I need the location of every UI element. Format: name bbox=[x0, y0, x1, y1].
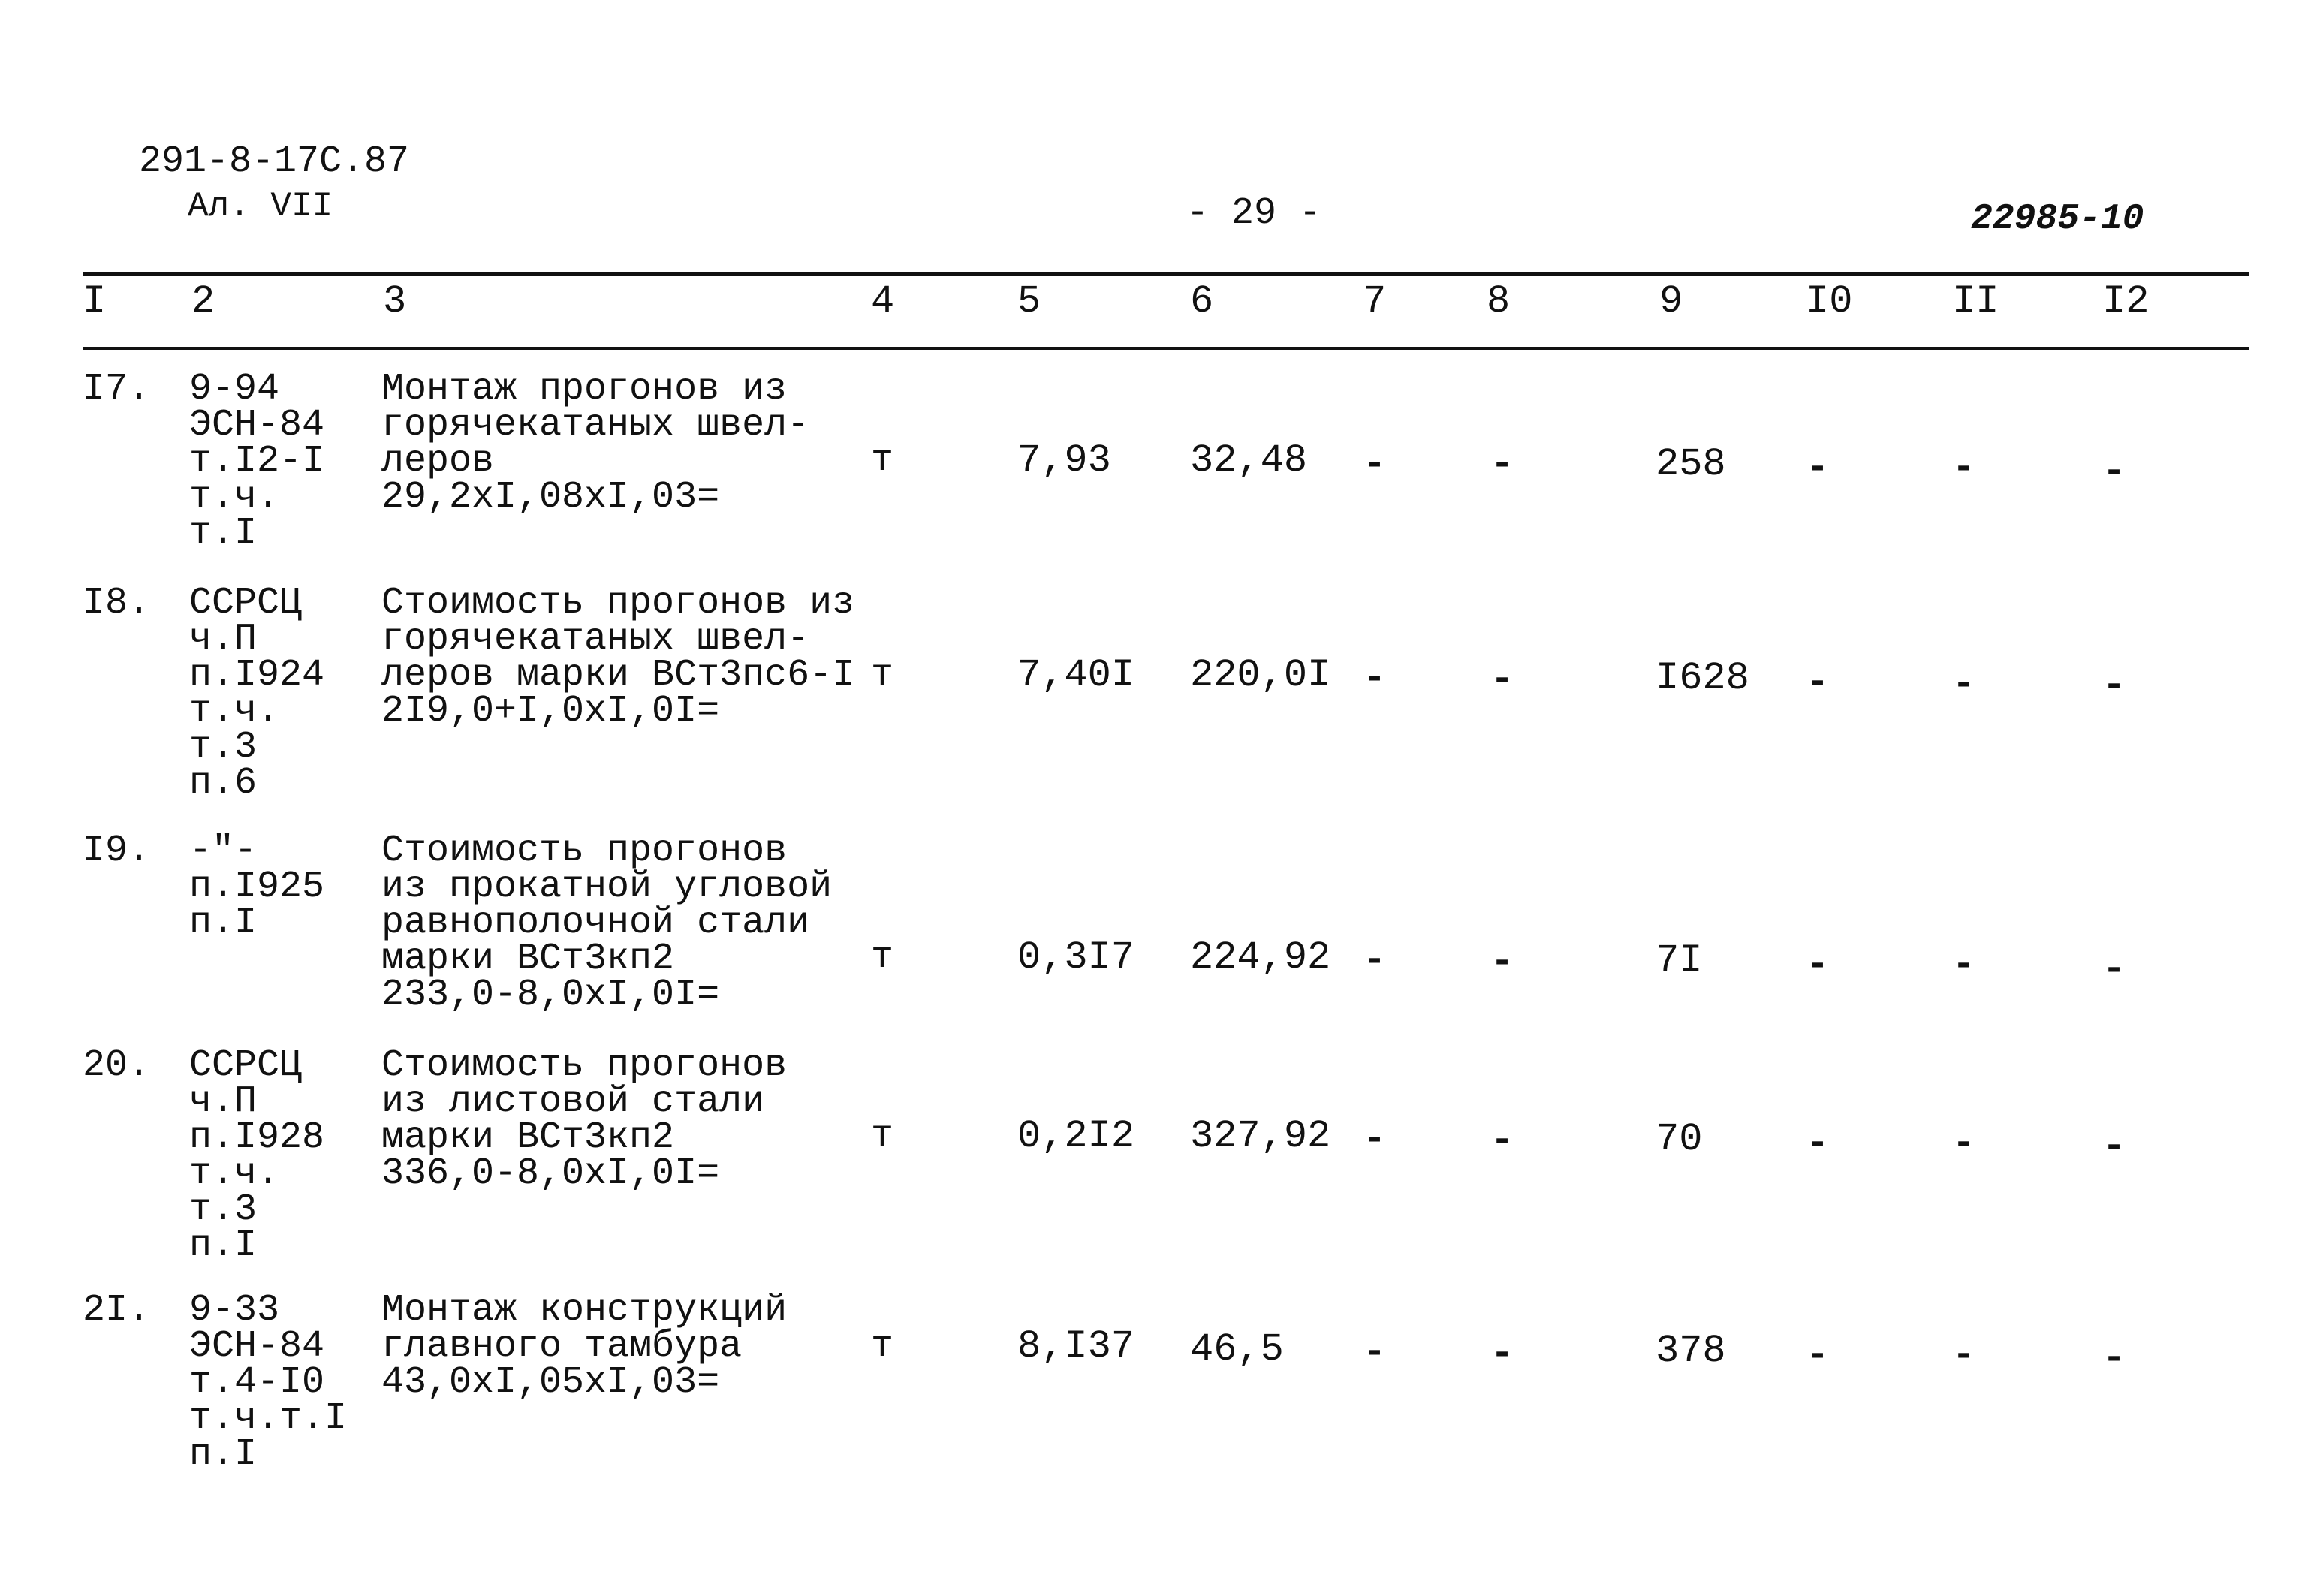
row-total: 378 bbox=[1656, 1329, 1726, 1373]
row-unit-price: 327,92 bbox=[1190, 1114, 1331, 1158]
row-col11: - bbox=[1952, 662, 1976, 706]
row-col12: - bbox=[2102, 947, 2126, 992]
row-col11: - bbox=[1952, 943, 1976, 987]
row-unit-price: 224,92 bbox=[1190, 935, 1331, 980]
row-unit-price: 46,5 bbox=[1190, 1327, 1284, 1372]
row-col12: - bbox=[2102, 1336, 2126, 1381]
document-number: 22985-10 bbox=[1971, 199, 2144, 239]
row-col7: - bbox=[1363, 656, 1387, 700]
row-unit-price: 220,0I bbox=[1190, 653, 1331, 697]
row-total: 258 bbox=[1656, 442, 1726, 486]
column-header-1: I bbox=[83, 279, 107, 324]
row-col7: - bbox=[1363, 1117, 1387, 1161]
table-top-rule bbox=[83, 272, 2249, 276]
album-label: Ал. VII bbox=[188, 187, 333, 226]
row-number: I8. bbox=[83, 582, 151, 625]
row-description: Стоимость прогонов из прокатной угловой равнополочной стали марки ВСт3кп2 233,0-8,0хI,0I= bbox=[381, 830, 833, 1016]
row-unit: т bbox=[871, 1325, 894, 1368]
row-code: ССРСЦ ч.П п.I928 т.ч. т.3 п.I bbox=[189, 1044, 325, 1267]
row-unit-price: 32,48 bbox=[1190, 438, 1308, 483]
row-total: I628 bbox=[1656, 656, 1749, 700]
row-col11: - bbox=[1952, 1122, 1976, 1166]
row-description: Монтаж прогонов из горячекатаных швел- леров 29,2хI,08хI,03= bbox=[381, 368, 810, 519]
table-header-rule bbox=[83, 347, 2249, 350]
row-unit: т bbox=[871, 439, 894, 482]
row-quantity: 7,40I bbox=[1017, 653, 1135, 697]
row-col8: - bbox=[1490, 940, 1514, 984]
row-col10: - bbox=[1806, 661, 1830, 705]
column-header-2: 2 bbox=[191, 279, 215, 324]
row-col12: - bbox=[2102, 450, 2126, 494]
row-col7: - bbox=[1363, 938, 1387, 983]
row-number: 20. bbox=[83, 1044, 151, 1087]
column-header-5: 5 bbox=[1017, 279, 1041, 324]
row-col8: - bbox=[1490, 442, 1514, 486]
row-code: 9-94 ЭСН-84 т.I2-I т.ч. т.I bbox=[189, 368, 325, 555]
row-quantity: 0,2I2 bbox=[1017, 1114, 1135, 1158]
row-col10: - bbox=[1806, 446, 1830, 490]
column-header-7: 7 bbox=[1363, 279, 1387, 324]
row-col8: - bbox=[1490, 1119, 1514, 1163]
row-col12: - bbox=[2102, 1125, 2126, 1169]
row-number: I9. bbox=[83, 830, 151, 872]
row-code: 9-33 ЭСН-84 т.4-I0 т.ч.т.I п.I bbox=[189, 1289, 348, 1476]
row-number: I7. bbox=[83, 368, 151, 411]
column-header-12: I2 bbox=[2102, 279, 2150, 324]
row-col7: - bbox=[1363, 442, 1387, 486]
row-col11: - bbox=[1952, 1333, 1976, 1378]
column-header-8: 8 bbox=[1487, 279, 1511, 324]
row-description: Стоимость прогонов из горячекатаных швел- леров марки ВСт3пс6-I 2I9,0+I,0хI,0I= bbox=[381, 582, 855, 733]
page-number: - 29 - bbox=[1186, 192, 1322, 235]
row-description: Стоимость прогонов из листовой стали марки ВСт3кп2 336,0-8,0хI,0I= bbox=[381, 1044, 788, 1195]
row-code: -"- п.I925 п.I bbox=[189, 830, 325, 944]
column-header-4: 4 bbox=[871, 279, 895, 324]
row-col10: - bbox=[1806, 1122, 1830, 1166]
row-total: 70 bbox=[1656, 1117, 1703, 1161]
row-code: ССРСЦ ч.П п.I924 т.ч. т.3 п.6 bbox=[189, 582, 325, 805]
row-number: 2I. bbox=[83, 1289, 151, 1332]
column-header-9: 9 bbox=[1659, 279, 1683, 324]
row-quantity: 8,I37 bbox=[1017, 1324, 1135, 1369]
column-header-10: I0 bbox=[1806, 279, 1853, 324]
row-col11: - bbox=[1952, 446, 1976, 490]
row-col8: - bbox=[1490, 658, 1514, 702]
row-col10: - bbox=[1806, 943, 1830, 987]
row-unit: т bbox=[871, 936, 894, 979]
row-col8: - bbox=[1490, 1332, 1514, 1376]
row-unit: т bbox=[871, 654, 894, 697]
row-quantity: 0,3I7 bbox=[1017, 935, 1135, 980]
row-total: 7I bbox=[1656, 938, 1703, 983]
row-description: Монтаж конструкций главного тамбура 43,0хI,05хI,03= bbox=[381, 1289, 788, 1404]
row-unit: т bbox=[871, 1115, 894, 1158]
column-header-6: 6 bbox=[1190, 279, 1214, 324]
row-col10: - bbox=[1806, 1333, 1830, 1378]
column-header-11: II bbox=[1952, 279, 1999, 324]
row-col12: - bbox=[2102, 664, 2126, 708]
column-header-3: 3 bbox=[383, 279, 407, 324]
row-quantity: 7,93 bbox=[1017, 438, 1111, 483]
row-col7: - bbox=[1363, 1330, 1387, 1375]
document-code: 291-8-17С.87 bbox=[139, 140, 410, 183]
